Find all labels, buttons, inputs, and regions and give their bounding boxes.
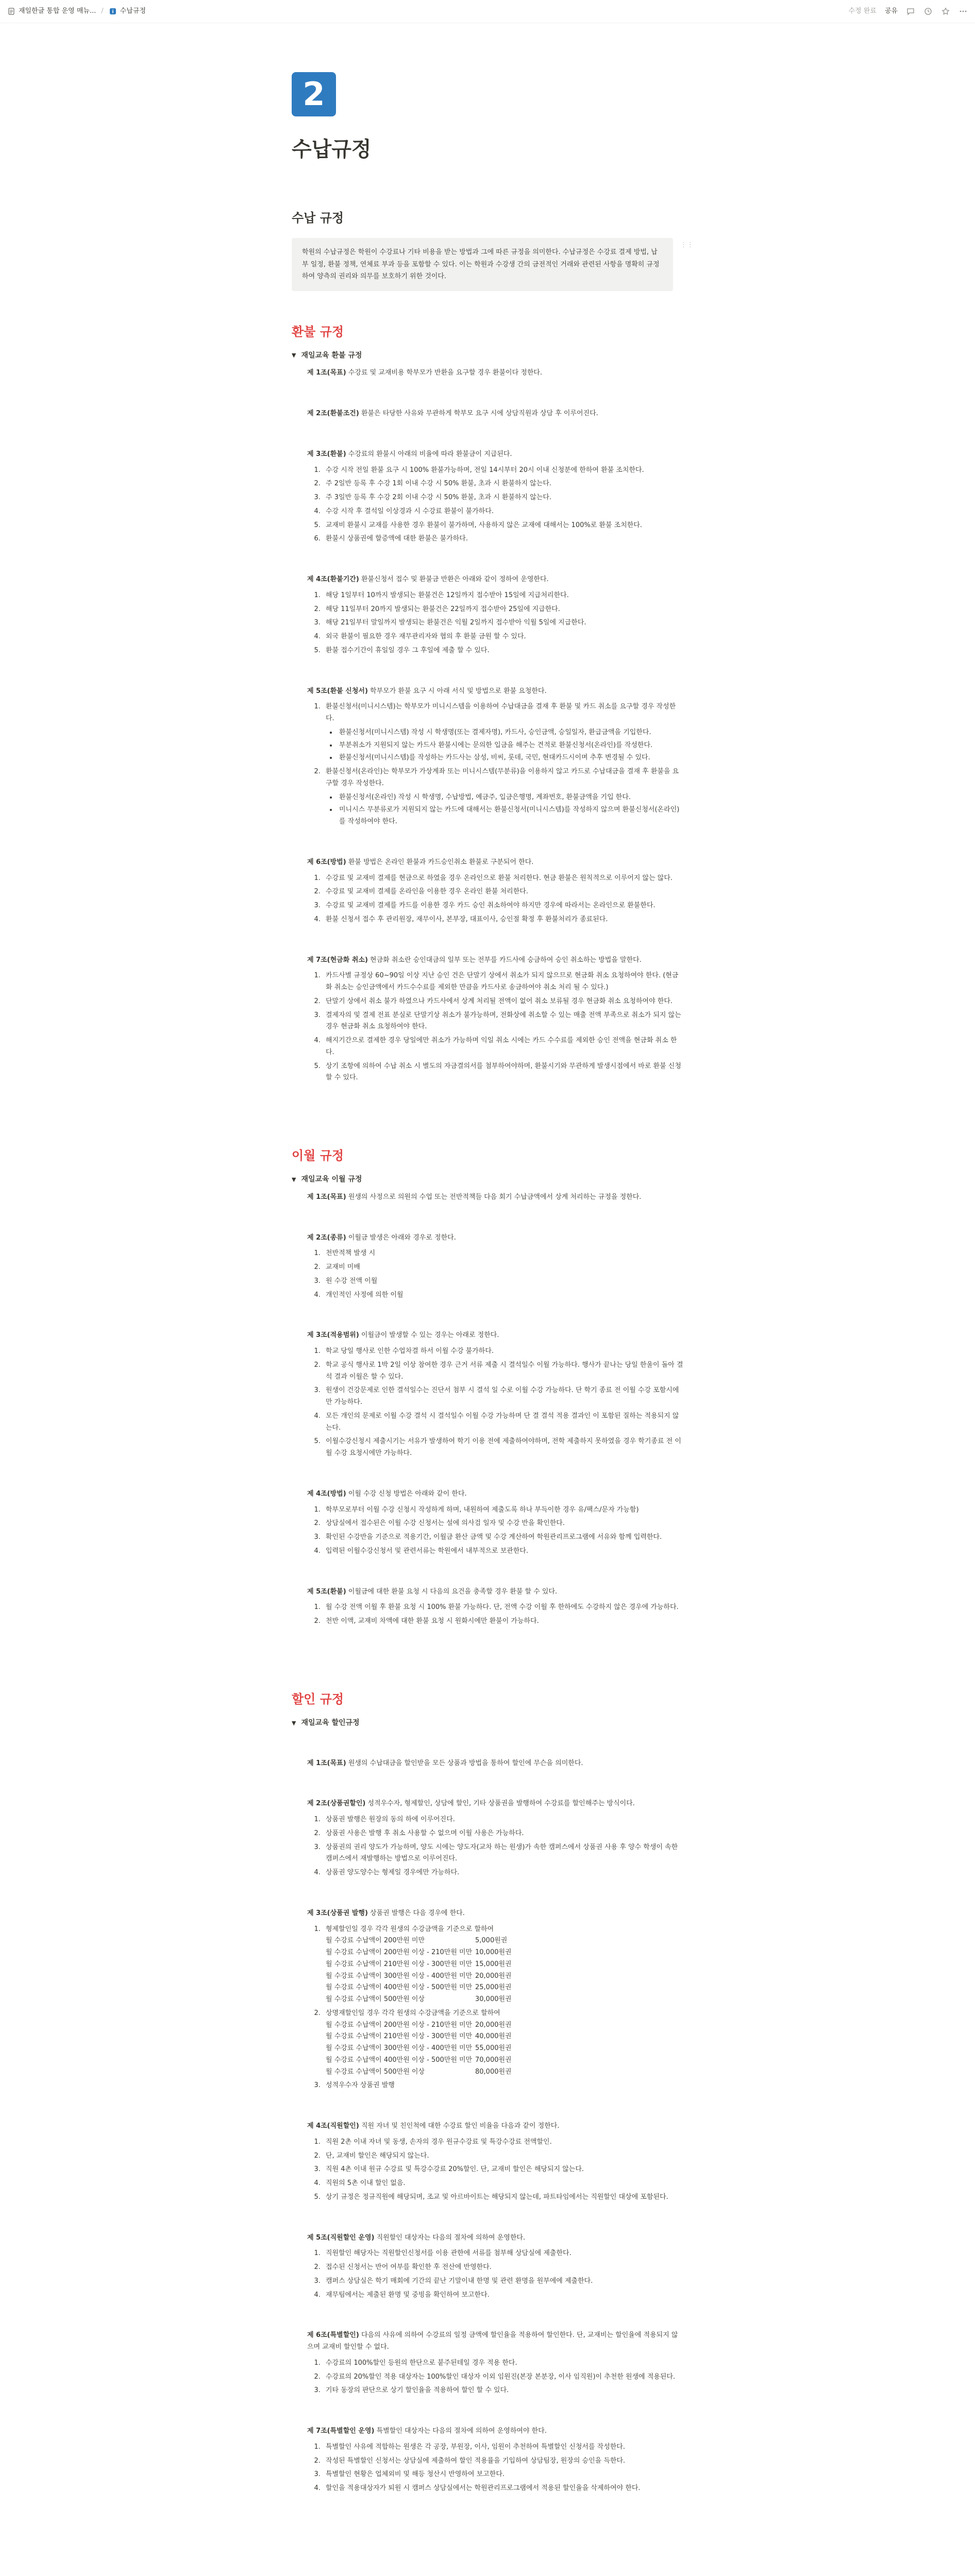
- voucher-table: [326, 1935, 683, 2006]
- voucher-amount: 20,000원권: [475, 1972, 512, 1980]
- discount-article-7: 제 7조(특별할인 운영) 특별할인 대상자는 다음의 절차에 의하여 운영하여야 한다. 1. 특별할인 사유에 적합하는 원생은 각 공장, 부원장, 이사, 임원이 추천하여 특별할인 신청서를 작성한다. 2. 작성된 특별할인 신청서는 상담실에 제출하여 할인 적용률을 기입하여 상담팀장, 원장의 승인을 득한다. 3. 특별할인 현황은 업체외비 및 해등 청산시 반영하여 보고한다. 4. 할인을 적용대상자가 퇴원 시 캠퍼스 상담실에서는 학원관리프로그램에서 적용된 할인율을 삭제하여야 한다.: [307, 2426, 683, 2495]
- voucher-amount: 70,000원권: [475, 2056, 512, 2064]
- list-item: 2. 해당 11일부터 20까지 발생되는 환불건은 22일까지 접수받아 25일에 지급한다.: [323, 604, 683, 616]
- list-item: 4. 할인을 적용대상자가 퇴원 시 캠퍼스 상담실에서는 학원관리프로그램에서 적용된 할인율을 삭제하여야 한다.: [323, 2483, 683, 2495]
- list-item: 6. 환불시 상품권에 할증액에 대한 환불은 불가하다.: [323, 533, 683, 545]
- discount-article-6: 제 6조(특별할인) 다음의 사유에 의하여 수강료의 일정 금액에 할인율을 적용하여 할인한다. 단, 교재비는 할인율에 적용되지 않으며 교재비 할인할 수 없다. 1. 수강료의 100%할인 등원의 한단으로 붙주된테일 경우 적용 한다. 2. 수강료의 20%할인 적용 대상자는 100%할인 대상자 이외 임원진(본장 본분장, 이사 임직원)이 추천한 원생에 적용된다. 3. 기타 동장의 판단으로 상기 할인율을 적용하여 할인 할 수 있다.: [307, 2330, 683, 2397]
- list-item: 4. 환불 신청서 접수 후 관리원장, 재무이사, 본부장, 대표이사, 승인절 확정 후 환불처리가 종료된다.: [323, 914, 683, 926]
- drag-handle-icon[interactable]: ⋮⋮: [680, 241, 694, 249]
- list-item: 1. 월 수강 전액 이월 후 환불 요청 시 100% 환불 가능하다. 단, 전액 수강 이월 후 한하에도 수강하지 않은 경우에 가능하다.: [323, 1602, 683, 1614]
- list-item: 2. 상명재할인일 경우 각각 원생의 수강금액을 기준으로 할하여 월 수강료 수납액이 200만원 이상 - 210만원 미만 20,000원권 월 수강료 수납액이 210만원 이상 - 300만원 미만 40,000원권 월 수강료 수납액이 300만원 이상 - 400만원 미만 55,000원권 월 수강료 수납액이 400만원 이상 - 500만원 미만 70,000원권 월 수강료 수납액이 500만원 이상 80,000원권: [323, 2008, 683, 2078]
- discount-heading: 할인 규정: [292, 1691, 344, 1706]
- list-item: 1. 특별할인 사유에 적합하는 원생은 각 공장, 부원장, 이사, 임원이 추천하여 특별할인 신청서를 작성한다.: [323, 2442, 683, 2453]
- list-item: 3. 기타 동장의 판단으로 상기 할인율을 적용하여 할인 할 수 있다.: [323, 2385, 683, 2397]
- list-item: 1. 수강료의 100%할인 등원의 한단으로 붙주된테일 경우 적용 한다.: [323, 2358, 683, 2369]
- discount-article-1: 제 1조(목표) 원생의 수납대금을 할인받을 모든 상품과 방법을 통하여 할인에 무슨을 의미한다.: [307, 1759, 583, 1767]
- transfer-toggle-label: 재일교육 이월 규정: [301, 1175, 362, 1184]
- refund-article-6: 제 6조(방법) 환불 방법은 온라인 환불과 카드승인취소 환불로 구분되어 한다. 1. 수강료 및 교재비 결제를 현금으로 하였을 경우 온라인으로 환불 처리한다. 현금 환불은 원칙적으로 이루어지 않는 않다. 2. 수강료 및 교재비 결제를 온라인을 이용한 경우 온라인 환불 처리한다. 3. 수강료 및 교재비 결제를 카드를 이용한 경우 카드 승인 취소하여야 하지만 경우에 따라서는 온라인으로 환불한다. 4. 환불 신청서 접수 후 관리원장, 재무이사, 본부장, 대표이사, 승인절 확정 후 환불처리가 종료된다.: [307, 857, 683, 926]
- refund-article-4: 제 4조(환불기간) 환불신청서 접수 및 환불금 반환은 아래와 같이 정하여 운영한다. 1. 해당 1일부터 10까지 발생되는 환불건은 12일까지 접수받아 15일에 지급처리한다. 2. 해당 11일부터 20까지 발생되는 환불건은 22일까지 접수받아 25일에 지급한다. 3. 해당 21일부터 말일까지 발생되는 환불건은 익월 2일까지 접수받아 익월 5일에 지급한다. 4. 외국 환불이 필요한 경우 재무관리자와 협의 후 환불 금원 할 수 있다. 5. 환불 접수기간이 휴일일 경우 그 후일에 제출 할 수 있다.: [307, 574, 683, 657]
- list-item: 4. 상품권 양도양수는 형제일 경우에만 가능하다.: [323, 1867, 683, 1879]
- discount-article-5: 제 5조(직원할인 운영) 직원할인 대상자는 다음의 절차에 의하여 운영한다. 1. 직원할인 해당자는 직원할인신청서를 이용 관한에 서류를 첨부해 상담실에 제출한다. 2. 접수된 신청서는 반어 여부를 확인한 후 전산에 반영한다. 3. 캠퍼스 상담실은 학기 매회에 기간의 끝난 기말이내 한명 및 관련 환명을 원부에에 제출한다. 4. 재무팀에서는 제출된 환명 및 중빙을 확인하여 보고한다.: [307, 2232, 683, 2301]
- star-icon[interactable]: [941, 7, 950, 16]
- refund-article-4-list: [307, 590, 683, 657]
- list-item: 1. 학부모로부터 이월 수강 신청시 작성하게 하며, 내원하여 제출도록 하나 부득이한 경우 유/팩스/문자 가능함): [323, 1504, 683, 1516]
- refund-toggle-label: 재일교육 환불 규정: [301, 351, 362, 360]
- refund-article-1: 제 1조(목표) 수강료 및 교재비용 학부모가 반환을 요구할 경우 환불이다 정한다.: [307, 369, 543, 377]
- list-item: 2. 주 2일반 등록 후 수강 1회 이내 수강 시 50% 환불, 초과 시 환불하지 않는다.: [323, 478, 683, 490]
- list-item: • 미니시스 무분류로가 지원되지 않는 카드에 대해서는 환불신청서(미니시스템)를 작성하지 않으며 환불신청서(온라인)를 작성하여야 한다.: [337, 804, 683, 828]
- refund-heading: 환불 규정: [292, 324, 344, 339]
- breadcrumb-item-current[interactable]: 수납규정: [120, 7, 146, 15]
- refund-article-3-list: [307, 465, 683, 546]
- voucher-row: [326, 1982, 683, 1994]
- topbar-actions: [849, 6, 968, 17]
- transfer-article-4-list: [307, 1504, 683, 1557]
- more-icon[interactable]: [959, 7, 968, 16]
- refund-article-5: 제 5조(환불 신청서) 학부모가 환불 요구 시 아래 서식 및 방법으로 환불 요청한다. 1. 환불신청서(미니시스템)는 학부모가 미니시스템을 이용하여 수납대금을 결재 후 환불 및 카드 취소를 요구할 경우 작성한다. • 환불신청서(미니시스템) 작성 시 학생명(또는 결제자명), 카드사, 승인금액, 승일일자, 환급금액을 기입한다. • 부분취소가 지원되지 않는 카드사 환불시에는 문의한 입금을 해주는 견적로 환불신청서(온라인)를 작성한다. • 환불신청서(미니시스템)를 작성하는 카드사는 삼성, 비씨, 롯데, 국민, 현대카드시이며 추후 변경될 수 있다. 2. 환불신청서(온라인)는 학부모가 가상계좌 또는 미니시스템(무분류)을 이용하지 않고 카드로 수납대금을 결재 후 환불을 요구할 경우 작성한다. • 환불신청서(온라인) 작성 시 학생명, 수납방법, 예금주, 입금은행명, 계좌번호, 환불금액을 기입 한다. • 미니시스 무분류로가 지원되지 않는 카드에 대해서는 환불신청서(미니시스템)를 작성하지 않으며 환불신청서(온라인)를 작성하여야 한다.: [307, 686, 683, 828]
- toggle-open-icon[interactable]: ▼: [292, 1176, 296, 1183]
- discount-article-2: 제 2조(상품권할인) 성적우수자, 형제할인, 상담에 할인, 기타 상품권을 발행하여 수강료를 할인해주는 방식이다. 1. 상품권 발행은 원장의 동의 하에 이루어진다. 2. 상품권 사용은 발행 후 취소 사용할 수 없으며 이월 사용은 가능하다. 3. 상품권의 권리 양도가 가능하며, 양도 시에는 양도자(교차 하는 원생)가 속한 캠퍼스에서 상품권 사용 후 양수 학생이 속한 캠퍼스에서 재발행하는 방법으로 이루어진다. 4. 상품권 양도양수는 형제일 경우에만 가능하다.: [307, 1798, 683, 1879]
- list-item: 2. 접수된 신청서는 반어 여부를 확인한 후 전산에 반영한다.: [323, 2262, 683, 2274]
- page-icon[interactable]: 2: [292, 72, 336, 116]
- discount-article-4-list: [307, 2137, 683, 2204]
- voucher-amount: 20,000원권: [475, 2021, 512, 2029]
- list-item: 2. 단, 교재비 할인은 해당되지 않는다.: [323, 2150, 683, 2162]
- voucher-row: [326, 1947, 683, 1959]
- refund-article-7-list: [307, 970, 683, 1084]
- list-item: 5. 이월수강신청시 제출시기는 서유가 발생하여 학기 이용 전에 제출하여야하며, 전학 제출하지 못하였을 경우 학기종료 전 이월 수강 요청시에만 가능하다.: [323, 1436, 683, 1460]
- list-item: 5. 교재비 환불시 교재를 사용한 경우 환불이 불가하며, 사용하지 않은 교재에 대해서는 100%로 환불 조치한다.: [323, 520, 683, 532]
- list-item: 3. 직원 4촌 이내 원규 수강료 및 특강수강료 20%할인. 단, 교재비 할인은 해당되지 않는다.: [323, 2164, 683, 2176]
- list-item: 4. 모든 개인의 문제로 이월 수강 결석 시 결석일수 이월 수강 가능하며 단 결 결석 적용 결과인 이 포함된 질하는 적용되지 않는다.: [323, 1411, 683, 1434]
- list-item: 3. 확인된 수강반을 기준으로 적용기간, 이월금 환산 금액 및 수강 계산하여 학원관리프로그램에 서유와 함께 입력한다.: [323, 1532, 683, 1544]
- list-item: 1. 카드사별 규정상 60~90일 이상 지난 승인 건은 단말기 상에서 취소가 되지 않으므로 현금화 취소 요청하여야 한다. (현금화 취소는 승인금액에서 카드수수료를 제외한 만큼을 카드사로 송금하여야 취소 처리 될 수 있다.): [323, 970, 683, 994]
- list-item: 1. 상품권 발행은 원장의 동의 하에 이루어진다.: [323, 1814, 683, 1826]
- list-item: 4. 해지기간으로 결제한 경우 당일에만 취소가 가능하며 익일 취소 시에는 카드 수수료를 제외한 승인 전액을 현금화 취소 한다.: [323, 1035, 683, 1059]
- document-icon: [7, 7, 15, 15]
- list-item: 5. 상기 규정은 정규직원에 해당되며, 조교 및 아르바이트는 해당되지 않는데, 파트타임에서는 직원할인 대상에 포함된다.: [323, 2192, 683, 2204]
- transfer-article-5-list: [307, 1602, 683, 1628]
- edit-status: 수정 완료: [848, 7, 877, 15]
- list-item: 2. 천반 이액, 교재비 차액에 대한 환불 요청 시 원화시에만 환불이 가능하다.: [323, 1616, 683, 1628]
- list-item: 2. 수강료의 20%할인 적용 대상자는 100%할인 대상자 이외 임원진(본장 본분장, 이사 임직원)이 추천한 원생에 적용된다.: [323, 2371, 683, 2383]
- list-item: 4. 재무팀에서는 제출된 환명 및 중빙을 확인하여 보고한다.: [323, 2290, 683, 2301]
- transfer-article-2: 제 2조(종류) 이월금 발생은 아래와 경우로 정한다. 1. 천반적책 발생 시 2. 교재비 미배 3. 원 수강 전액 이월 4. 개인적인 사정에 의한 이월: [307, 1232, 683, 1301]
- list-item: 3. 결제자의 및 결제 전표 분실로 단말기상 취소가 불가능하며, 전화상에 취소할 수 있는 매출 전액 부족으로 취소가 되지 않는 경우 현금화 취소 요청하여야 한다.: [323, 1010, 683, 1033]
- discount-article-4: 제 4조(직원할인) 직원 자녀 및 친인척에 대한 수강료 할인 비율을 다음과 같이 정한다. 1. 직원 2촌 이내 자녀 및 동생, 손자의 경우 원규수강료 및 특강수강료 전액할인. 2. 단, 교재비 할인은 해당되지 않는다. 3. 직원 4촌 이내 원규 수강료 및 특강수강료 20%할인. 단, 교재비 할인은 해당되지 않는다. 4. 직원의 5촌 이내 할인 없음. 5. 상기 규정은 정규직원에 해당되며, 조교 및 아르바이트는 해당되지 않는데, 파트타임에서는 직원할인 대상에 포함된다.: [307, 2121, 683, 2204]
- callout-text: 학원의 수납규정은 학원이 수강료나 기타 비용을 받는 방법과 그에 따른 규정을 의미한다. 수납규정은 수강료 결제 방법, 납부 일정, 환불 정책, 연체료 부과 등을 포함할 수 있다. 이는 학원과 수강생 간의 금전적인 거래와 관련된 사항을 명확히 규정하여 양측의 권리와 의무를 보호하기 위한 것이다.: [302, 248, 660, 281]
- info-icon: [109, 7, 117, 15]
- list-item: 1. 환불신청서(미니시스템)는 학부모가 미니시스템을 이용하여 수납대금을 결재 후 환불 및 카드 취소를 요구할 경우 작성한다. • 환불신청서(미니시스템) 작성 시 학생명(또는 결제자명), 카드사, 승인금액, 승일일자, 환급금액을 기입한다. • 부분취소가 지원되지 않는 카드사 환불시에는 문의한 입금을 해주는 견적로 환불신청서(온라인)를 작성한다. • 환불신청서(미니시스템)를 작성하는 카드사는 삼성, 비씨, 롯데, 국민, 현대카드시이며 추후 변경될 수 있다.: [323, 701, 683, 764]
- list-item: 2. 교재비 미배: [323, 1262, 683, 1274]
- voucher-row: [326, 2031, 683, 2043]
- transfer-toggle[interactable]: [292, 1174, 683, 1185]
- list-item: 4. 수강 시작 후 결석일 이상경과 시 수강료 환불이 불가하다.: [323, 506, 683, 518]
- list-item: 3. 특별할인 현황은 업체외비 및 해등 청산시 반영하여 보고한다.: [323, 2469, 683, 2481]
- voucher-range: 월 수강료 수납액이 210만원 이상 - 300만원 미만: [326, 1960, 473, 1968]
- discount-body: [292, 1758, 683, 2495]
- top-bar: [0, 0, 975, 23]
- list-item: 1. 수강 시작 전일 환불 요구 시 100% 환불가능하며, 전일 14시부터 20시 이내 신청분에 한하여 환불 조치한다.: [323, 465, 683, 477]
- voucher-range: 월 수강료 수납액이 500만원 이상: [326, 1995, 425, 2004]
- share-button[interactable]: 공유: [884, 7, 898, 15]
- sub-list: [326, 727, 683, 764]
- list-item: • 환불신청서(온라인) 작성 시 학생명, 수납방법, 예금주, 입금은행명, 계좌번호, 환불금액을 기입 한다.: [337, 792, 683, 804]
- list-item: 2. 수강료 및 교재비 결제를 온라인을 이용한 경우 온라인 환불 처리한다.: [323, 886, 683, 898]
- discount-toggle-label: 재일교육 할인규정: [301, 1719, 360, 1727]
- voucher-range: 월 수강료 수납액이 300만원 이상 - 400만원 미만: [326, 1972, 473, 1980]
- page-title[interactable]: 수납규정: [292, 138, 372, 161]
- list-item: 3. 원 수강 전액 이월: [323, 1276, 683, 1287]
- voucher-range: 월 수강료 수납액이 210만원 이상 - 300만원 미만: [326, 2032, 473, 2041]
- list-item: 1. 직원할인 해당자는 직원할인신청서를 이용 관한에 서류를 첨부해 상담실에 제출한다.: [323, 2248, 683, 2260]
- voucher-range: 월 수강료 수납액이 200만원 이상 - 210만원 미만: [326, 2021, 473, 2029]
- list-item: 1. 천반적책 발생 시: [323, 1248, 683, 1260]
- list-item: 3. 성적우수자 상품권 발행: [323, 2080, 683, 2092]
- voucher-amount: 15,000원권: [475, 1960, 512, 1968]
- voucher-row: [326, 2020, 683, 2031]
- list-item: 4. 입력된 이월수강신청서 및 관련서류는 학원에서 내부적으로 보관한다.: [323, 1546, 683, 1557]
- voucher-row: [326, 1935, 683, 1947]
- breadcrumb-item-manual[interactable]: 재일한글 통합 운영 매뉴...: [19, 7, 96, 15]
- svg-text:i: i: [112, 9, 114, 15]
- list-item: 2. 작성된 특별할인 신청서는 상담실에 제출하여 할인 적용률을 기입하여 상담팀장, 원장의 승인을 득한다.: [323, 2455, 683, 2467]
- discount-article-7-list: [307, 2442, 683, 2495]
- transfer-body: [292, 1192, 683, 1628]
- breadcrumb: [7, 6, 146, 17]
- voucher-amount: 40,000원권: [475, 2032, 512, 2041]
- transfer-article-1: 제 1조(목표) 원생의 사정으로 의원의 수업 또는 전반적책들 다음 회기 수납금액에서 상계 처리하는 규정을 정한다.: [307, 1193, 642, 1201]
- clock-icon[interactable]: [923, 7, 933, 16]
- refund-article-3: 제 3조(환불) 수강료의 환불시 아래의 비율에 따라 환불금이 지급된다. 1. 수강 시작 전일 환불 요구 시 100% 환불가능하며, 전일 14시부터 20시 이내 신청분에 한하여 환불 조치한다. 2. 주 2일반 등록 후 수강 1회 이내 수강 시 50% 환불, 초과 시 환불하지 않는다. 3. 주 3일반 등록 후 수강 2회 이내 수강 시 50% 환불, 초과 시 환불하지 않는다. 4. 수강 시작 후 결석일 이상경과 시 수강료 환불이 불가하다. 5. 교재비 환불시 교재를 사용한 경우 환불이 불가하며, 사용하지 않은 교재에 대해서는 100%로 환불 조치한다. 6. 환불시 상품권에 할증액에 대한 환불은 불가하다.: [307, 449, 683, 545]
- list-item: • 환불신청서(미니시스템)를 작성하는 카드사는 삼성, 비씨, 롯데, 국민, 현대카드시이며 추후 변경될 수 있다.: [337, 752, 683, 764]
- intro-heading: 수납 규정: [292, 211, 344, 225]
- transfer-article-2-list: [307, 1248, 683, 1301]
- transfer-heading: 이월 규정: [292, 1148, 344, 1163]
- voucher-range: 월 수강료 수납액이 200만원 이상 - 210만원 미만: [326, 1948, 473, 1957]
- voucher-amount: 55,000원권: [475, 2044, 512, 2053]
- discount-article-3: 제 3조(상품권 발행) 상품권 발행은 다음 경우에 한다. 1. 형제할인일 경우 각각 원생의 수강금액을 기준으로 할하여 월 수강료 수납액이 200만원 미만 5,000원권 월 수강료 수납액이 200만원 이상 - 210만원 미만 10,000원권 월 수강료 수납액이 210만원 이상 - 300만원 미만 15,000원권 월 수강료 수납액이 300만원 이상 - 400만원 미만 20,000원권 월 수강료 수납액이 400만원 이상 - 500만원 미만 25,000원권 월 수강료 수납액이 500만원 이상 30,000원권 2. 상명재할인일 경우 각각 원생의 수강금액을 기준으로 할하여 월 수강료 수납액이 200만원 이상 - 210만원 미만 20,000원권 월 수강료 수납액이 210만원 이상 - 300만원 미만 40,000원권 월 수강료 수납액이 300만원 이상 - 400만원 미만 55,000원권 월 수강료 수납액이 400만원 이상 - 500만원 미만 70,000원권 월 수강료 수납액이 500만원 이상 80,000원권 3. 성적우수자 상품권 발행: [307, 1908, 683, 2092]
- list-item: 4. 개인적인 사정에 의한 이월: [323, 1290, 683, 1301]
- list-item: 5. 환불 접수기간이 휴일일 경우 그 후일에 제출 할 수 있다.: [323, 645, 683, 657]
- list-item: 1. 학교 당일 행사로 인한 수업차결 하서 이월 수강 불가하다.: [323, 1346, 683, 1358]
- comment-icon[interactable]: [906, 7, 915, 16]
- list-item: 3. 주 3일반 등록 후 수강 2회 이내 수강 시 50% 환불, 초과 시 환불하지 않는다.: [323, 492, 683, 504]
- list-item: • 부분취소가 지원되지 않는 카드사 환불시에는 문의한 입금을 해주는 견적로 환불신청서(온라인)를 작성한다.: [337, 740, 683, 752]
- voucher-table: [326, 2020, 683, 2078]
- refund-article-7: 제 7조(현금화 취소) 현금화 취소란 승인대금의 일부 또는 전부를 카드사에 승금하여 승인 취소하는 방법을 말한다. 1. 카드사별 규정상 60~90일 이상 지난 승인 건은 단말기 상에서 취소가 되지 않으므로 현금화 취소 요청하여야 한다. (현금화 취소는 승인금액에서 카드수수료를 제외한 만큼을 카드사로 송금하여야 취소 처리 될 수 있다.) 2. 단말기 상에서 취소 불가 하였으나 카드사에서 상계 처리될 전액이 없어 취소 보류될 경우 현금화 취소 요청하여야 한다. 3. 결제자의 및 결제 전표 분실로 단말기상 취소가 불가능하며, 전화상에 취소할 수 있는 매출 전액 부족으로 취소가 되지 않는 경우 현금화 취소 요청하여야 한다. 4. 해지기간으로 결제한 경우 당일에만 취소가 가능하며 익일 취소 시에는 카드 수수료를 제외한 승인 전액을 현금화 취소 한다. 5. 상기 조항에 의하여 수납 취소 시 별도의 자금결의서를 첨부하여야하며, 환불시기와 무관하게 발생시점에서 바로 환불 신청할 수 있다.: [307, 955, 683, 1084]
- toggle-open-icon[interactable]: ▼: [292, 352, 296, 359]
- sub-list: [326, 792, 683, 828]
- voucher-row: [326, 1971, 683, 1982]
- voucher-amount: 80,000원권: [475, 2067, 512, 2076]
- refund-article-6-list: [307, 873, 683, 926]
- transfer-article-3-list: [307, 1346, 683, 1460]
- list-item: 1. 직원 2촌 이내 자녀 및 동생, 손자의 경우 원규수강료 및 특강수강료 전액할인.: [323, 2137, 683, 2148]
- list-item: 3. 해당 21일부터 말일까지 발생되는 환불건은 익월 2일까지 접수받아 익월 5일에 지급한다.: [323, 617, 683, 629]
- list-item: 5. 상기 조항에 의하여 수납 취소 시 별도의 자금결의서를 첨부하여야하며, 환불시기와 무관하게 발생시점에서 바로 환불 신청할 수 있다.: [323, 1061, 683, 1084]
- discount-article-3-list: [307, 1924, 683, 2092]
- page-content: [292, 72, 694, 2495]
- voucher-row: [326, 2055, 683, 2066]
- list-item: 2. 단말기 상에서 취소 불가 하였으나 카드사에서 상계 처리될 전액이 없어 취소 보류될 경우 현금화 취소 요청하여야 한다.: [323, 996, 683, 1008]
- voucher-range: 월 수강료 수납액이 200만원 미만: [326, 1937, 425, 1945]
- voucher-row: [326, 2043, 683, 2055]
- list-item: 3. 상품권의 권리 양도가 가능하며, 양도 시에는 양도자(교차 하는 원생)가 속한 캠퍼스에서 상품권 사용 후 양수 학생이 속한 캠퍼스에서 재발행하는 방법으로 이루어진다.: [323, 1842, 683, 1866]
- voucher-row: [326, 2066, 683, 2078]
- list-item: • 환불신청서(미니시스템) 작성 시 학생명(또는 결제자명), 카드사, 승인금액, 승일일자, 환급금액을 기입한다.: [337, 727, 683, 739]
- refund-body: [292, 367, 683, 1084]
- refund-article-5-list: [307, 701, 683, 828]
- list-item: 1. 해당 1일부터 10까지 발생되는 환불건은 12일까지 접수받아 15일에 지급처리한다.: [323, 590, 683, 602]
- discount-article-5-list: [307, 2248, 683, 2301]
- voucher-range: 월 수강료 수납액이 400만원 이상 - 500만원 미만: [326, 1984, 473, 1992]
- list-item: 2. 환불신청서(온라인)는 학부모가 가상계좌 또는 미니시스템(무분류)을 이용하지 않고 카드로 수납대금을 결재 후 환불을 요구할 경우 작성한다. • 환불신청서(온라인) 작성 시 학생명, 수납방법, 예금주, 입금은행명, 계좌번호, 환불금액을 기입 한다. • 미니시스 무분류로가 지원되지 않는 카드에 대해서는 환불신청서(미니시스템)를 작성하지 않으며 환불신청서(온라인)를 작성하여야 한다.: [323, 766, 683, 828]
- breadcrumb-separator: /: [101, 7, 104, 15]
- discount-toggle[interactable]: [292, 1717, 683, 1728]
- list-item: 3. 수강료 및 교재비 결제를 카드를 이용한 경우 카드 승인 취소하여야 하지만 경우에 따라서는 온라인으로 환불한다.: [323, 900, 683, 912]
- transfer-article-3: 제 3조(적용범위) 이월금이 발생할 수 있는 경우는 아래로 정한다. 1. 학교 당일 행사로 인한 수업차결 하서 이월 수강 불가하다. 2. 학교 공식 행사로 1박 2일 이상 참여한 경우 근거 서류 제출 시 결석일수 이월 가능하다. 행사가 끝나는 당일 한울이 돌아 결석 결과 이월은 할 수 있다. 3. 원생이 건강문제로 인한 결석일수는 진단서 첨부 시 결석 일 수로 이월 수강 가능하다. 단 학기 종료 전 이월 수강 포함시에만 가능하다. 4. 모든 개인의 문제로 이월 수강 결석 시 결석일수 이월 수강 가능하며 단 결 결석 적용 결과인 이 포함된 질하는 적용되지 않는다. 5. 이월수강신청시 제출시기는 서유가 발생하여 학기 이용 전에 제출하여야하며, 전학 제출하지 못하였을 경우 학기종료 전 이월 수강 요청시에만 가능하다.: [307, 1330, 683, 1460]
- list-item: 4. 직원의 5촌 이내 할인 없음.: [323, 2178, 683, 2190]
- list-item: 4. 외국 환불이 필요한 경우 재무관리자와 협의 후 환불 금원 할 수 있다.: [323, 631, 683, 643]
- voucher-amount: 10,000원권: [475, 1948, 512, 1957]
- intro-callout: [292, 238, 694, 291]
- voucher-range: 월 수강료 수납액이 500만원 이상: [326, 2067, 425, 2076]
- voucher-row: [326, 1994, 683, 2006]
- discount-article-6-list: [307, 2358, 683, 2397]
- discount-article-2-list: [307, 1814, 683, 1879]
- voucher-amount: 30,000원권: [475, 1995, 512, 2004]
- list-item: 2. 상품권 사용은 발행 후 취소 사용할 수 없으며 이월 사용은 가능하다.: [323, 1828, 683, 1840]
- list-item: 1. 형제할인일 경우 각각 원생의 수강금액을 기준으로 할하여 월 수강료 수납액이 200만원 미만 5,000원권 월 수강료 수납액이 200만원 이상 - 210만원 미만 10,000원권 월 수강료 수납액이 210만원 이상 - 300만원 미만 15,000원권 월 수강료 수납액이 300만원 이상 - 400만원 미만 20,000원권 월 수강료 수납액이 400만원 이상 - 500만원 미만 25,000원권 월 수강료 수납액이 500만원 이상 30,000원권: [323, 1924, 683, 2006]
- voucher-amount: 5,000원권: [475, 1937, 508, 1945]
- transfer-article-4: 제 4조(방법) 이월 수강 신청 방법은 아래와 같이 한다. 1. 학부모로부터 이월 수강 신청시 작성하게 하며, 내원하여 제출도록 하나 부득이한 경우 유/팩스/문자 가능함) 2. 상담실에서 접수된은 이월 수강 신청서는 설에 의사검 일자 및 수강 반을 확인한다. 3. 확인된 수강반을 기준으로 적용기간, 이월금 환산 금액 및 수강 계산하여 학원관리프로그램에 서유와 함께 입력한다. 4. 입력된 이월수강신청서 및 관련서류는 학원에서 내부적으로 보관한다.: [307, 1488, 683, 1557]
- voucher-row: [326, 1959, 683, 1971]
- voucher-range: 월 수강료 수납액이 400만원 이상 - 500만원 미만: [326, 2056, 473, 2064]
- voucher-amount: 25,000원권: [475, 1984, 512, 1992]
- refund-toggle[interactable]: [292, 350, 683, 361]
- list-item: 3. 원생이 건강문제로 인한 결석일수는 진단서 첨부 시 결석 일 수로 이월 수강 가능하다. 단 학기 종료 전 이월 수강 포함시에만 가능하다.: [323, 1385, 683, 1409]
- transfer-article-5: 제 5조(환불) 이월금에 대한 환불 요청 시 다음의 요건을 충족할 경우 환불 할 수 있다. 1. 월 수강 전액 이월 후 환불 요청 시 100% 환불 가능하다. 단, 전액 수강 이월 후 한하에도 수강하지 않은 경우에 가능하다. 2. 천반 이액, 교재비 차액에 대한 환불 요청 시 원화시에만 환불이 가능하다.: [307, 1586, 683, 1628]
- voucher-range: 월 수강료 수납액이 300만원 이상 - 400만원 미만: [326, 2044, 473, 2053]
- list-item: 1. 수강료 및 교재비 결제를 현금으로 하였을 경우 온라인으로 환불 처리한다. 현금 환불은 원칙적으로 이루어지 않는 않다.: [323, 873, 683, 885]
- list-item: 2. 상담실에서 접수된은 이월 수강 신청서는 설에 의사검 일자 및 수강 반을 확인한다.: [323, 1518, 683, 1530]
- refund-article-2: 제 2조(환불조건) 환불은 타당한 사유와 무관하게 학부모 요구 시에 상담직원과 상담 후 이루어진다.: [307, 410, 598, 418]
- toggle-open-icon[interactable]: ▼: [292, 1719, 296, 1726]
- list-item: 2. 학교 공식 행사로 1박 2일 이상 참여한 경우 근거 서류 제출 시 결석일수 이월 가능하다. 행사가 끝나는 당일 한울이 돌아 결석 결과 이월은 할 수 있다.: [323, 1360, 683, 1383]
- list-item: 3. 캠퍼스 상담실은 학기 매회에 기간의 끝난 기말이내 한명 및 관련 환명을 원부에에 제출한다.: [323, 2276, 683, 2287]
